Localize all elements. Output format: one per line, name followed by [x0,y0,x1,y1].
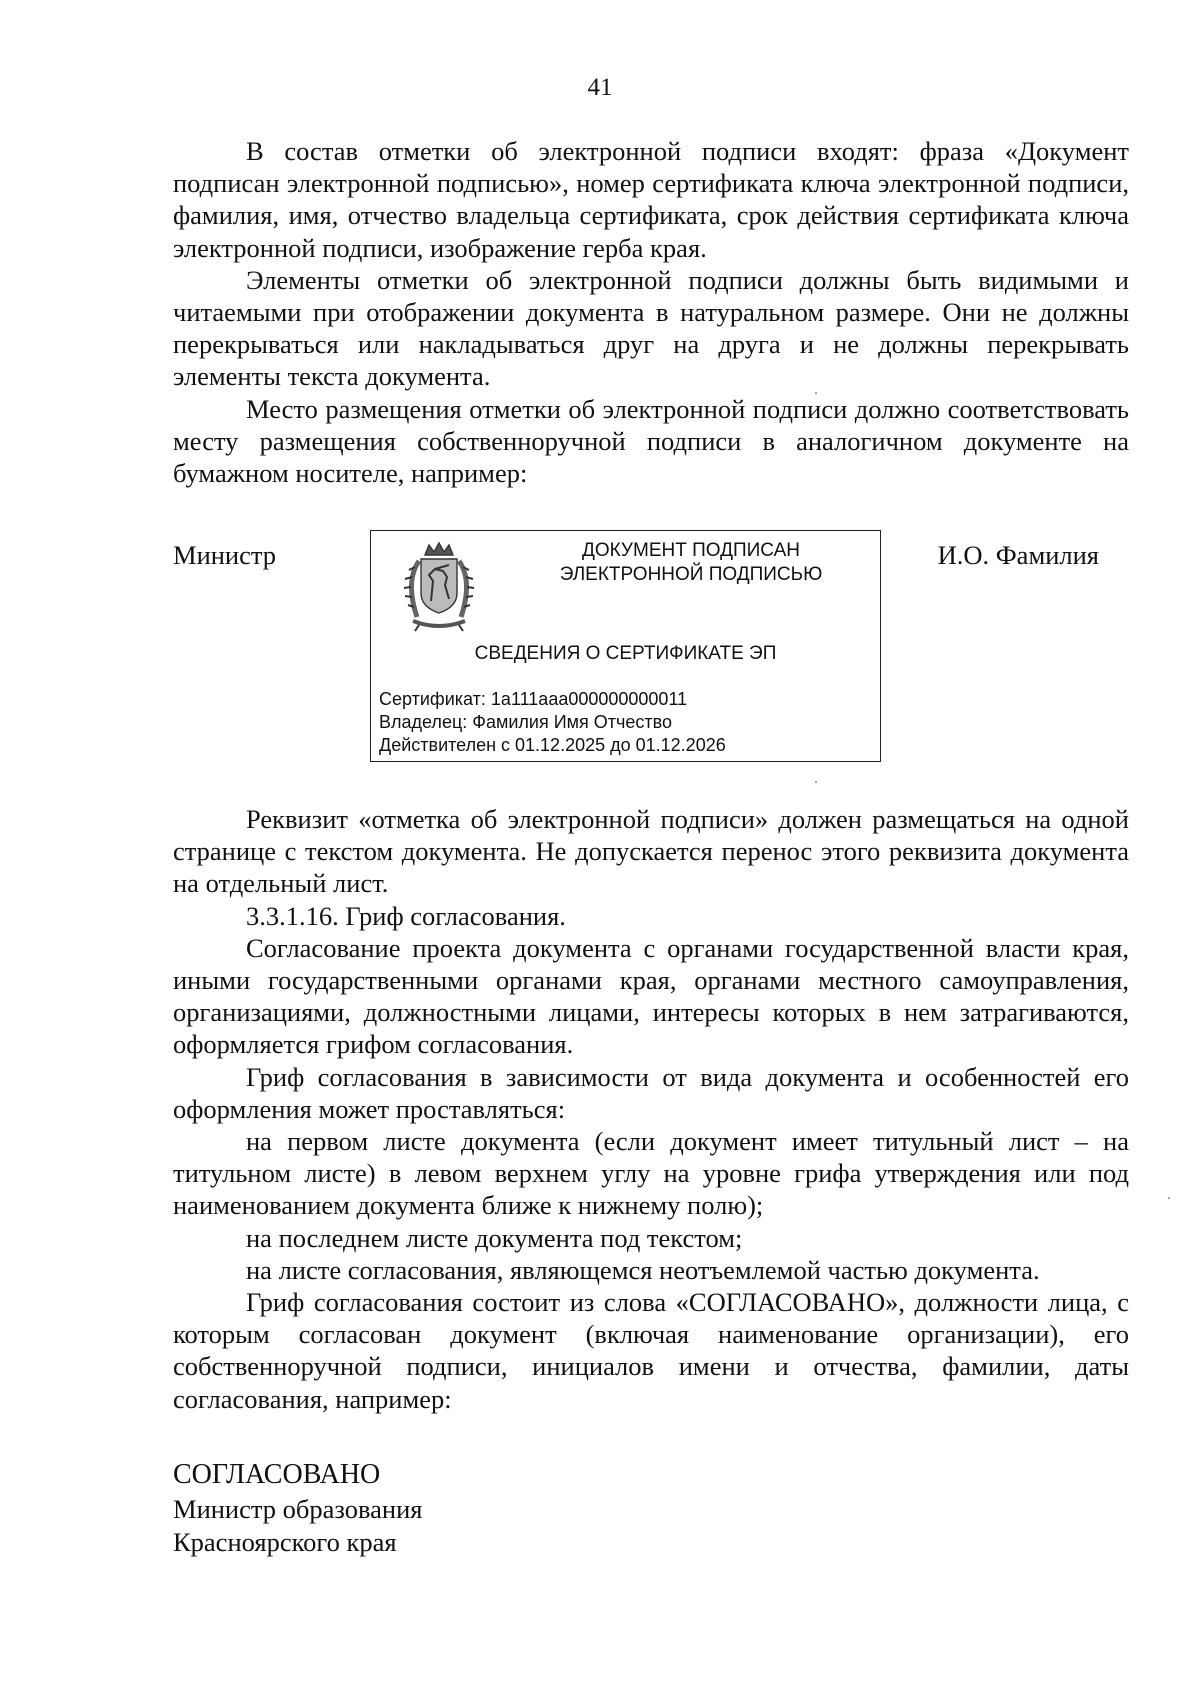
signature-example [173,530,1129,780]
approval-stamp-example [173,1458,422,1559]
scan-speck [815,781,817,783]
intro-text [173,135,1129,489]
page-number: 41 [587,74,613,101]
paragraph: В состав отметки об электронной подписи входят: фраза «Документ подписан электронной подписью», номер сертификата ключа электронной подписи, фамилия, имя, отчество владельца сертификата, срок действия сертификата ключа электронной подписи, изображение герба края. [173,136,1129,263]
approval-rules-text [173,803,1129,1415]
paragraph: Согласование проекта документа с органами государственной власти края, иными государственными органами края, органами местного самоуправления, организациями, должностными лицами, интересы которых в нем затрагиваются, оформляется грифом согласования. [173,932,1129,1060]
section-heading: 3.3.1.16. Гриф согласования. [246,900,566,931]
scan-speck [815,392,817,394]
certificate-validity: Действителен с 01.12.2025 до 01.12.2026 [379,735,726,755]
paragraph: Место размещения отметки об электронной подписи должно соответствовать месту размещения собственноручной подписи в аналогичном документе на бумажном носителе, например: [173,393,1129,489]
paragraph: Элементы отметки об электронной подписи должны быть видимыми и читаемыми при отображении документа в натуральном размере. Они не должны перекрываться или накладываться друг на друга и не должны перекрывать элементы текста документа. [173,264,1129,392]
list-item: на последнем листе документа под текстом; [246,1222,743,1253]
stamp-heading-line: ДОКУМЕНТ ПОДПИСАН [582,540,800,561]
certificate-details [379,688,726,757]
paragraph: Гриф согласования состоит из слова «СОГЛАСОВАНО», должности лица, с которым согласован документ (включая наименование организации), его собственноручной подписи, инициалов имени и отчества, фамилии, даты согласования, например: [173,1287,1129,1414]
coat-of-arms-icon [399,541,479,633]
certificate-number: Сертификат: 1а111ааа000000000011 [379,689,688,709]
certificate-info-heading: СВЕДЕНИЯ О СЕРТИФИКАТЕ ЭП [474,643,777,664]
electronic-signature-stamp [370,530,881,762]
list-item: на первом листе документа (если документ имеет титульный лист – на титульном листе) в левом верхнем углу на уровне грифа утверждения или под наименованием документа ближе к нижнему полю); [173,1126,1129,1221]
stamp-heading-line: ЭЛЕКТРОННОЙ ПОДПИСЬЮ [559,564,823,585]
certificate-owner: Владелец: Фамилия Имя Отчество [379,712,673,732]
approver-organization: Красноярского края [173,1527,397,1557]
approver-position: Министр образования [173,1494,423,1524]
list-item: на листе согласования, являющемся неотъемлемой частью документа. [246,1254,1040,1285]
stamp-heading [521,539,861,587]
approval-title: СОГЛАСОВАНО [173,1459,381,1490]
signer-name: И.О. Фамилия [937,540,1099,570]
paragraph: Реквизит «отметка об электронной подписи» должен размещаться на одной странице с текстом документа. Не допускается перенос этого реквизита документа на отдельный лист. [173,804,1129,899]
paragraph: Гриф согласования в зависимости от вида документа и особенностей его оформления может проставляться: [173,1061,1129,1124]
signer-position: Министр [173,540,277,570]
scan-speck [1168,1197,1170,1199]
